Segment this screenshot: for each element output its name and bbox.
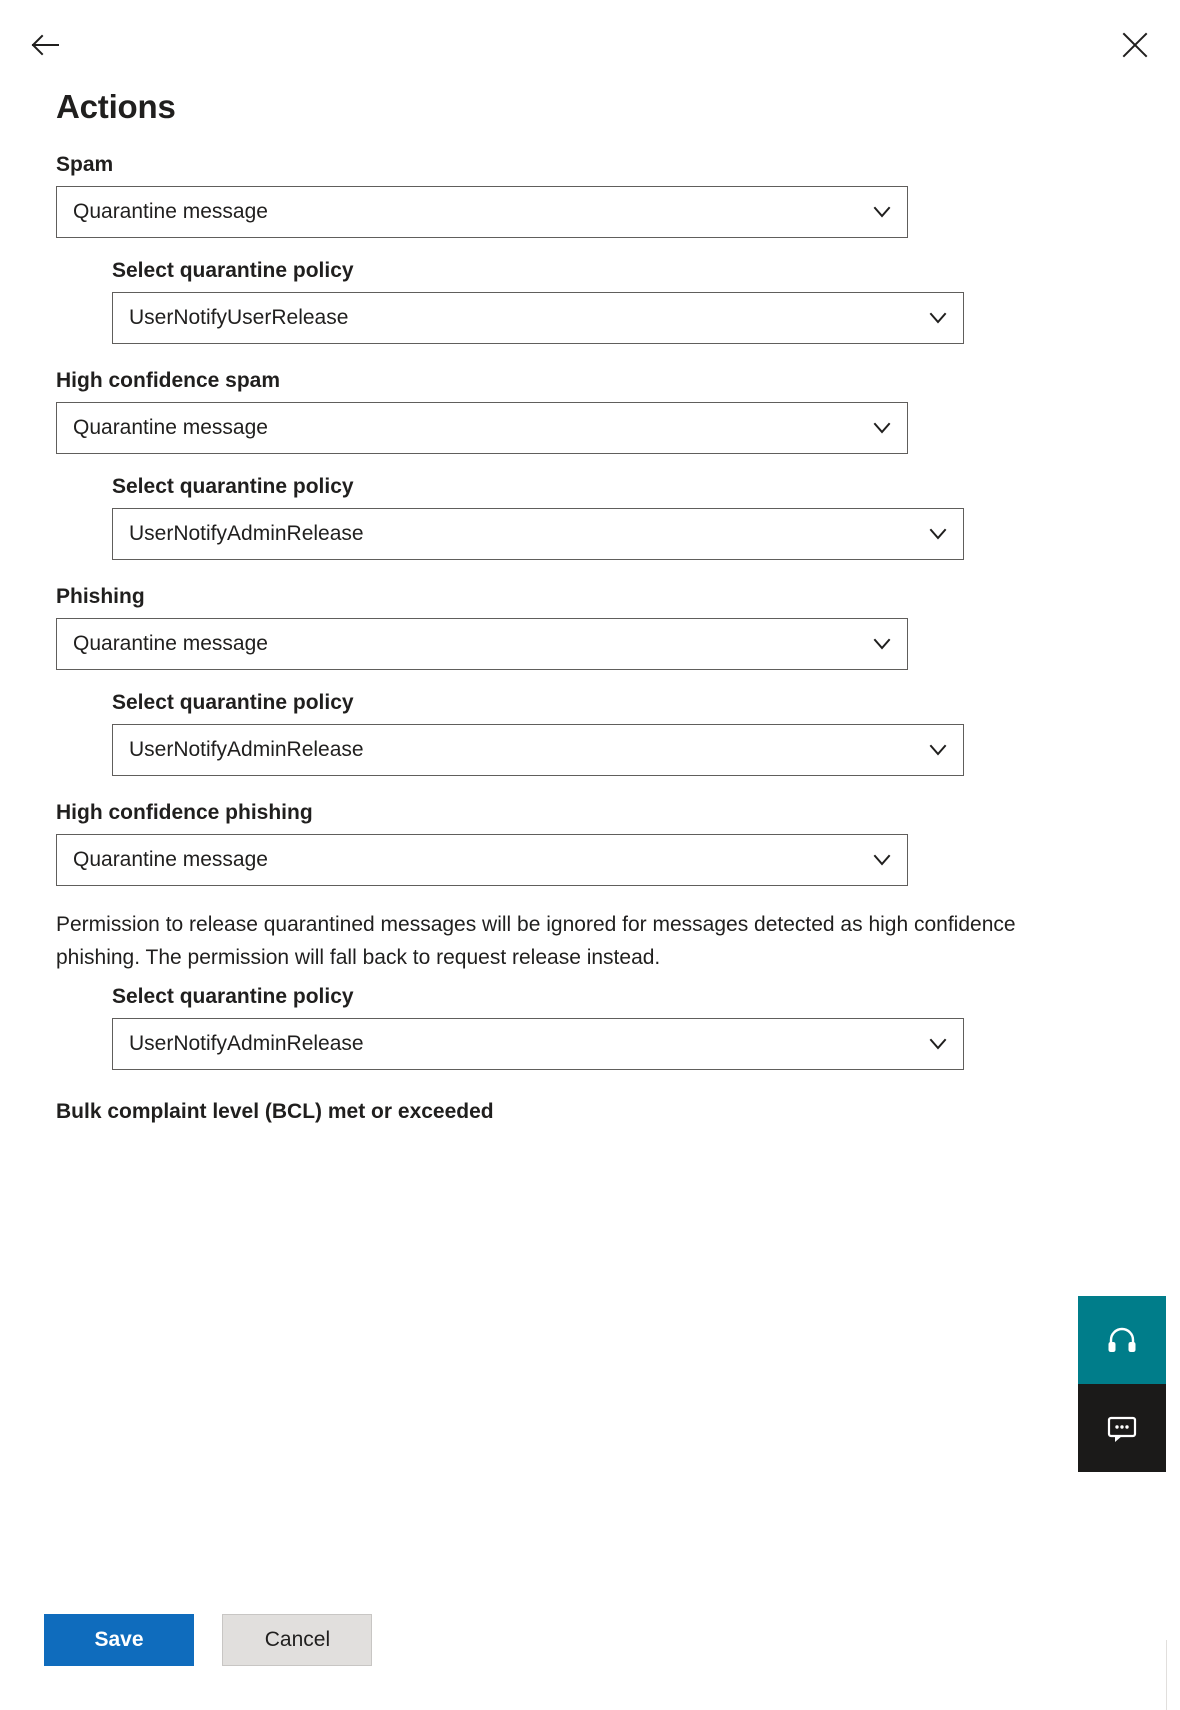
phishing-policy-dropdown[interactable] <box>112 724 964 776</box>
high-confidence-phishing-action-value: Quarantine message <box>73 848 268 871</box>
high-confidence-spam-policy-dropdown[interactable] <box>112 508 964 560</box>
close-button[interactable] <box>1112 22 1158 68</box>
spam-policy-dropdown[interactable] <box>112 292 964 344</box>
label-high-confidence-phishing-policy: Select quarantine policy <box>112 985 354 1008</box>
high-confidence-spam-action-value: Quarantine message <box>73 416 268 439</box>
chat-widget-button[interactable] <box>1078 1384 1166 1472</box>
chevron-down-icon <box>927 523 949 545</box>
page-title: Actions <box>56 88 176 125</box>
high-confidence-phishing-note: Permission to release quarantined messages will be ignored for messages detected as high confidence phishing. The permission will fall back to request release instead. <box>56 913 1016 969</box>
label-phishing-policy: Select quarantine policy <box>112 691 354 714</box>
phishing-policy-block <box>112 690 1124 776</box>
spam-policy-value: UserNotifyUserRelease <box>129 306 349 329</box>
field-group-spam <box>56 152 1124 344</box>
headset-icon <box>1105 1323 1139 1357</box>
arrow-left-icon <box>30 33 60 57</box>
field-group-high-confidence-phishing <box>56 800 1124 1070</box>
label-high-confidence-spam: High confidence spam <box>56 369 281 392</box>
high-confidence-spam-action-dropdown[interactable] <box>56 402 908 454</box>
spam-action-dropdown[interactable] <box>56 186 908 238</box>
high-confidence-phishing-policy-value: UserNotifyAdminRelease <box>129 1032 364 1055</box>
back-button[interactable] <box>22 22 68 68</box>
label-high-confidence-spam-policy: Select quarantine policy <box>112 475 354 498</box>
support-widgets <box>1078 1296 1166 1472</box>
scrollbar[interactable] <box>1166 1640 1180 1710</box>
chevron-down-icon <box>871 201 893 223</box>
high-confidence-phishing-policy-block <box>112 984 1124 1070</box>
phishing-action-value: Quarantine message <box>73 632 268 655</box>
chevron-down-icon <box>871 417 893 439</box>
label-bulk-complaint-level: Bulk complaint level (BCL) met or exceeded <box>56 1100 494 1123</box>
high-confidence-phishing-policy-dropdown[interactable] <box>112 1018 964 1070</box>
panel-header <box>0 0 1180 90</box>
cancel-button[interactable]: Cancel <box>222 1614 372 1666</box>
label-phishing: Phishing <box>56 585 145 608</box>
high-confidence-phishing-action-dropdown[interactable] <box>56 834 908 886</box>
high-confidence-spam-policy-value: UserNotifyAdminRelease <box>129 522 364 545</box>
spam-action-value: Quarantine message <box>73 200 268 223</box>
high-confidence-spam-policy-block <box>112 474 1124 560</box>
label-high-confidence-phishing: High confidence phishing <box>56 801 313 824</box>
chevron-down-icon <box>927 1033 949 1055</box>
save-button[interactable]: Save <box>44 1614 194 1666</box>
chevron-down-icon <box>871 633 893 655</box>
chevron-down-icon <box>927 307 949 329</box>
close-icon <box>1122 32 1148 58</box>
chevron-down-icon <box>871 849 893 871</box>
field-group-high-confidence-spam <box>56 368 1124 560</box>
panel-footer <box>0 1596 1180 1710</box>
chat-bubble-icon <box>1105 1411 1139 1445</box>
field-group-phishing <box>56 584 1124 776</box>
chevron-down-icon <box>927 739 949 761</box>
phishing-action-dropdown[interactable] <box>56 618 908 670</box>
phishing-policy-value: UserNotifyAdminRelease <box>129 738 364 761</box>
spam-policy-block <box>112 258 1124 344</box>
panel-body[interactable] <box>0 88 1180 1596</box>
label-spam-policy: Select quarantine policy <box>112 259 354 282</box>
label-spam: Spam <box>56 153 114 176</box>
help-widget-button[interactable] <box>1078 1296 1166 1384</box>
